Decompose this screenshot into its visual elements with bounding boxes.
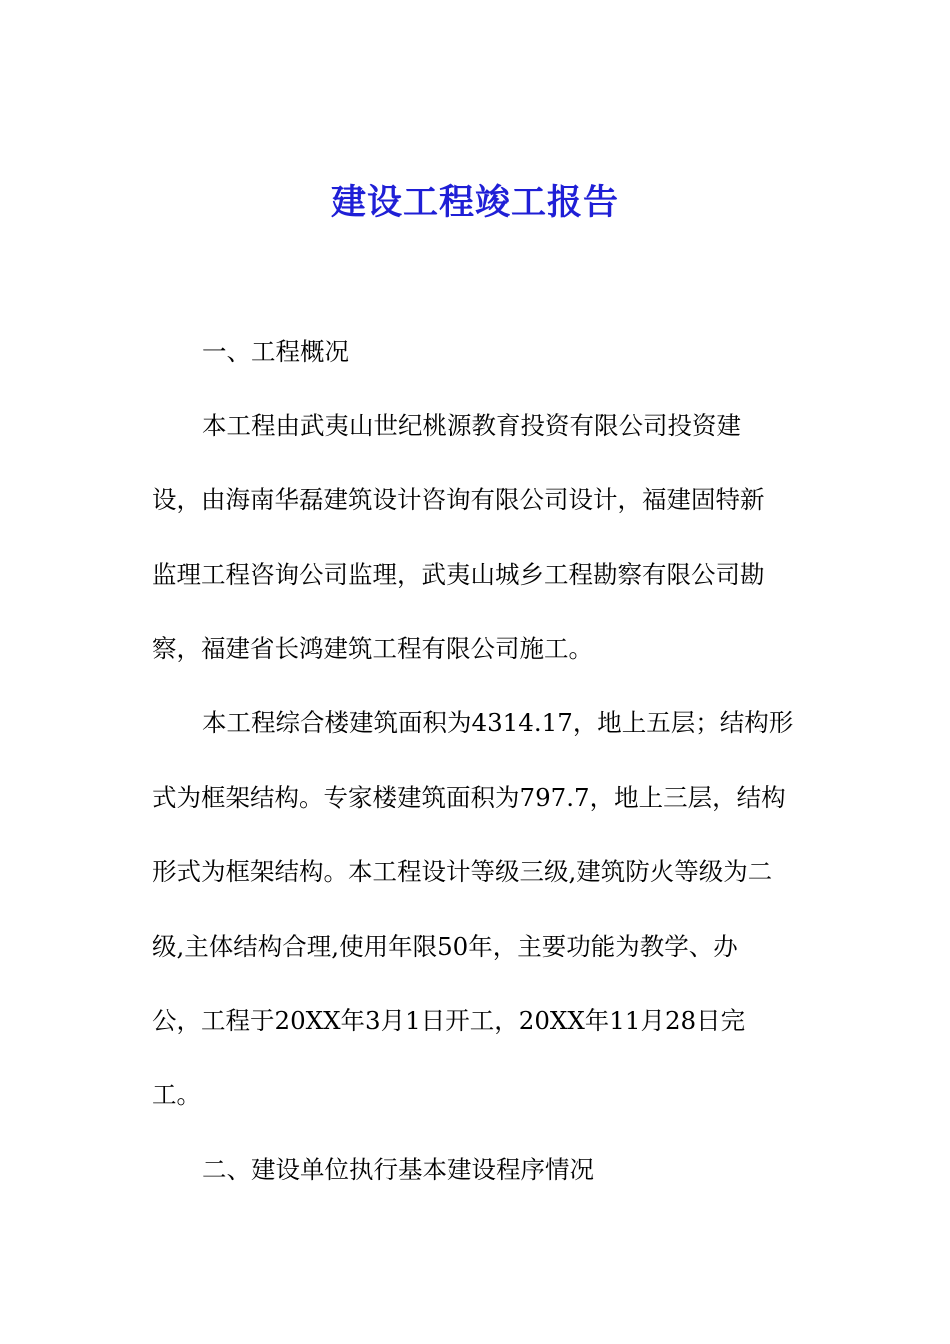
paragraph-line: 工。 xyxy=(152,1080,201,1109)
paragraph-line: 本工程由武夷山世纪桃源教育投资有限公司投资建 xyxy=(202,411,741,440)
paragraph-line: 级,主体结构合理,使用年限50年，主要功能为教学、办 xyxy=(152,932,738,961)
paragraph-line: 本工程综合楼建筑面积为4314.17，地上五层；结构形 xyxy=(202,708,794,737)
section-heading-2: 二、建设单位执行基本建设程序情况 xyxy=(202,1155,594,1184)
paragraph-line: 设，由海南华磊建筑设计咨询有限公司设计，福建固特新 xyxy=(152,485,765,514)
paragraph-line: 形式为框架结构。本工程设计等级三级,建筑防火等级为二 xyxy=(152,857,773,886)
paragraph-line: 式为框架结构。专家楼建筑面积为797.7，地上三层，结构 xyxy=(152,783,786,812)
document-title: 建设工程竣工报告 xyxy=(330,182,619,223)
section-heading-1: 一、工程概况 xyxy=(202,337,349,366)
paragraph-line: 察，福建省长鸿建筑工程有限公司施工。 xyxy=(152,634,593,663)
paragraph-line: 公，工程于20XX年3月1日开工，20XX年11月28日完 xyxy=(152,1006,746,1035)
paragraph-line: 监理工程咨询公司监理，武夷山城乡工程勘察有限公司勘 xyxy=(152,560,765,589)
